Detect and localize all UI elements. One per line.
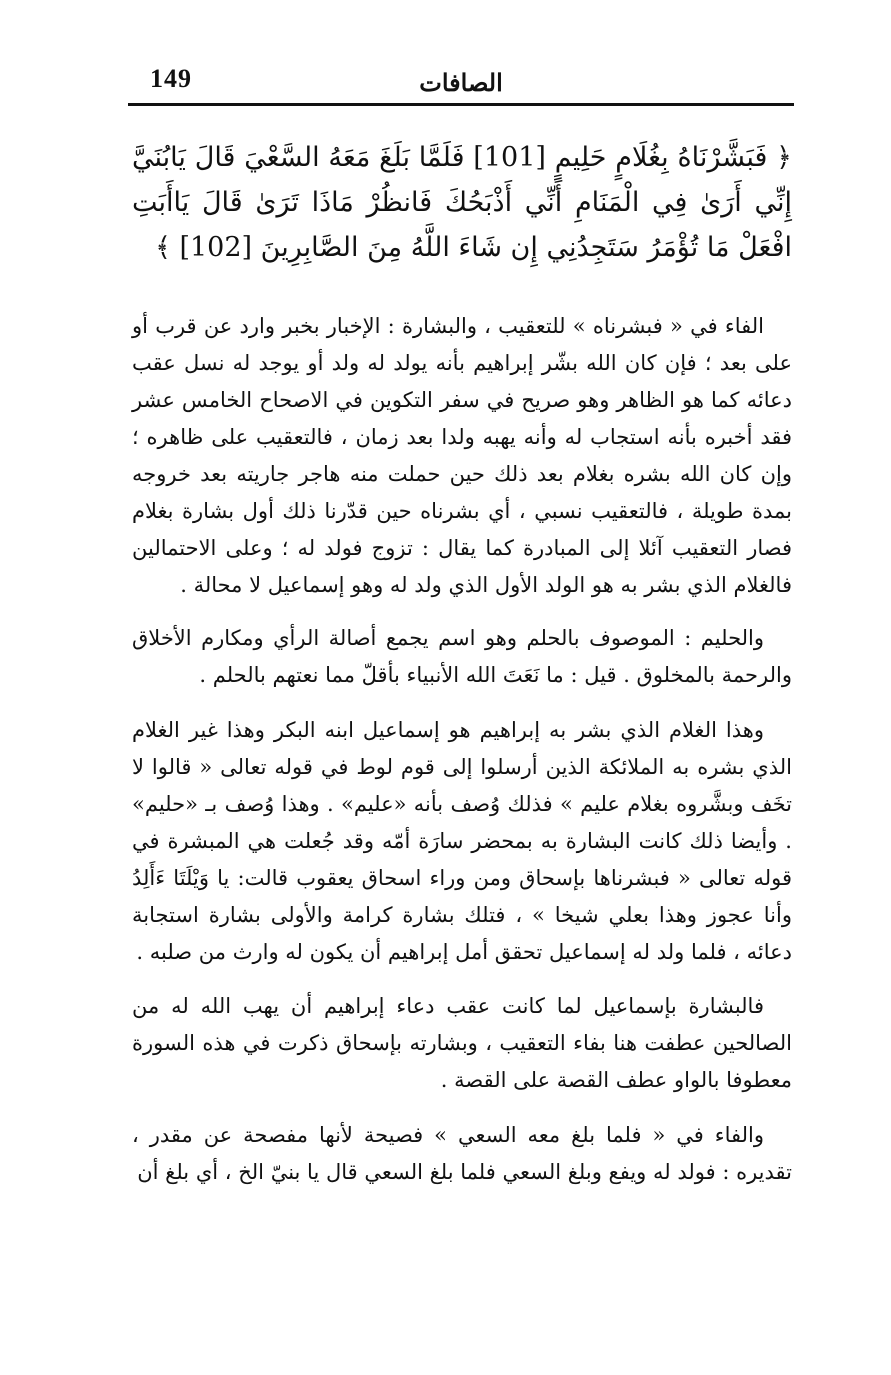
commentary-paragraph: وهذا الغلام الذي بشر به إبراهيم هو إسماعيل ابنه البكر وهذا غير الغلام الذي بشره به الملائكة الذين أرسلوا إلى قوم لوط في قوله تعالى « قالوا لا تخَف وبشَّروه بغلام عليم » فذلك وُصف بأنه «عليم» . وهذا وُصف بـ «حليم» . وأيضا ذلك كانت البشارة به بمحضر سارَة أمّه وقد جُعلت هي المبشرة في قوله تعالى « فبشرناها بإسحاق ومن وراء اسحاق يعقوب قالت: يا وَيْلَتَا ءَأَلِدُ وأنا عجوز وهذا بعلي شيخا » ، فتلك بشارة كرامة والأولى بشارة استجابة دعائه ، فلما ولد له إسماعيل تحقق أمل إبراهيم أن يكون له وارث من صلبه . xyxy=(132,718,792,964)
quran-verse: ﴿ فَبَشَّرْنَاهُ بِغُلَامٍ حَلِيمٍ [101] فَلَمَّا بَلَغَ مَعَهُ السَّعْيَ قَالَ يَابُنَيَّ إِنِّي أَرَىٰ فِي الْمَنَامِ أَنِّي أَذْبَحُكَ فَانظُرْ مَاذَا تَرَىٰ قَالَ يَاأَبَتِ افْعَلْ مَا تُؤْمَرُ سَتَجِدُنِي إِن شَاءَ اللَّهُ مِنَ الصَّابِرِينَ [102] ﴾ xyxy=(132,142,793,263)
commentary-paragraph: الفاء في « فبشرناه » للتعقيب ، والبشارة : الإخبار بخبر وارد عن قرب أو على بعد ؛ فإن كان الله بشّر إبراهيم بأنه يولد له ولد أو يوجد له نسل عقب دعائه كما هو الظاهر وهو صريح في سفر التكوين في الاصحاح الخامس عشر فقد أخبره بأنه استجاب له وأنه يهبه ولدا بعد زمان ، فالتعقيب على ظاهره ؛ وإن كان الله بشره بغلام بعد ذلك حين حملت منه هاجر جاريته بعد خروجه بمدة طويلة ، فالتعقيب نسبي ، أي بشرناه حين قدّرنا ذلك أول بشارة بغلام فصار التعقيب آئلا إلى المبادرة كما يقال : تزوج فولد له ؛ وعلى الاحتمالين فالغلام الذي بشر به هو الولد الأول الذي ولد له وهو إسماعيل لا محالة . xyxy=(132,314,792,597)
header-divider xyxy=(128,103,794,106)
page-body xyxy=(132,135,792,1191)
running-title: الصافات xyxy=(419,68,503,97)
page-number: 149 xyxy=(150,64,192,93)
commentary-paragraph: والحليم : الموصوف بالحلم وهو اسم يجمع أصالة الرأي ومكارم الأخلاق والرحمة بالمخلوق . قيل : ما نَعَتَ الله الأنبياء بأقلّ مما نعتهم بالحلم . xyxy=(132,626,792,687)
commentary-paragraph: والفاء في « فلما بلغ معه السعي » فصيحة لأنها مفصحة عن مقدر ، تقديره : فولد له ويفع وبلغ السعي فلما بلغ السعي قال يا بنيّ الخ ، أي بلغ أن xyxy=(132,1123,792,1184)
commentary-paragraph: فالبشارة بإسماعيل لما كانت عقب دعاء إبراهيم أن يهب الله له من الصالحين عطفت هنا بفاء التعقيب ، وبشارته بإسحاق ذكرت في هذه السورة معطوفا بالواو عطف القصة على القصة . xyxy=(132,994,792,1092)
page-header xyxy=(128,62,794,102)
